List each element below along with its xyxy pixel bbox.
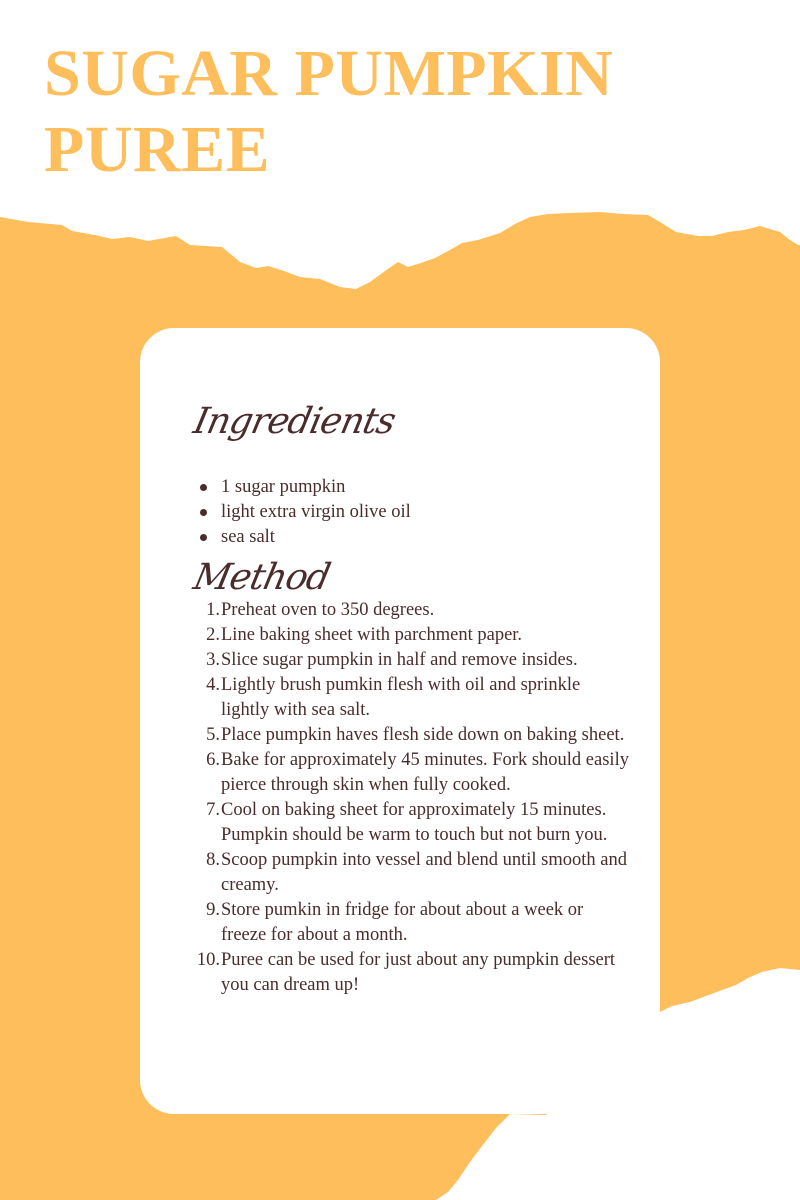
method-heading: Method [190, 557, 334, 598]
step-number: 2. [206, 625, 220, 645]
step-text: Bake for approximately 45 minutes. Fork should easily pierce through skin when fully cooked. [221, 750, 629, 795]
method-step [190, 723, 630, 748]
step-text: Lightly brush pumkin flesh with oil and sprinkle lightly with sea salt. [221, 675, 581, 720]
step-number: 6. [206, 750, 220, 770]
method-step [190, 748, 630, 798]
method-step [190, 648, 630, 673]
step-text: Cool on baking sheet for approximately 15 minutes. Pumpkin should be warm to touch but not burn you. [221, 800, 608, 845]
bullet-icon [200, 484, 207, 491]
method-step [190, 598, 630, 623]
step-text: Place pumpkin haves flesh side down on baking sheet. [221, 725, 625, 745]
step-number: 1. [206, 600, 220, 620]
method-list [190, 598, 630, 998]
method-step [190, 673, 630, 723]
title-line-1: SUGAR PUMPKIN [44, 37, 614, 110]
bullet-icon [200, 509, 207, 516]
ingredients-heading: Ingredients [190, 401, 399, 442]
title-line-2: PUREE [44, 113, 271, 186]
ingredient-item [190, 475, 630, 500]
step-number: 7. [206, 800, 220, 820]
step-text: Slice sugar pumpkin in half and remove insides. [221, 650, 578, 670]
method-step [190, 898, 630, 948]
ingredient-text: light extra virgin olive oil [221, 502, 411, 522]
step-text: Line baking sheet with parchment paper. [221, 625, 523, 645]
step-number: 3. [206, 650, 220, 670]
ingredient-text: 1 sugar pumpkin [221, 477, 346, 497]
step-number: 9. [206, 900, 220, 920]
recipe-card [140, 328, 660, 1114]
step-text: Preheat oven to 350 degrees. [221, 600, 435, 620]
step-number: 5. [206, 725, 220, 745]
bullet-icon [200, 534, 207, 541]
ingredient-item [190, 525, 630, 550]
method-step [190, 798, 630, 848]
step-text: Scoop pumpkin into vessel and blend until smooth and creamy. [221, 850, 627, 895]
ingredients-list [190, 475, 630, 550]
page-title [44, 36, 613, 188]
step-number: 4. [206, 675, 220, 695]
step-number: 10. [196, 950, 220, 970]
step-text: Puree can be used for just about any pumpkin dessert you can dream up! [221, 950, 616, 995]
method-step [190, 948, 630, 998]
ingredient-text: sea salt [221, 527, 275, 547]
method-step [190, 848, 630, 898]
ingredient-item [190, 500, 630, 525]
method-step [190, 623, 630, 648]
step-text: Store pumkin in fridge for about about a week or freeze for about a month. [221, 900, 584, 945]
step-number: 8. [206, 850, 220, 870]
